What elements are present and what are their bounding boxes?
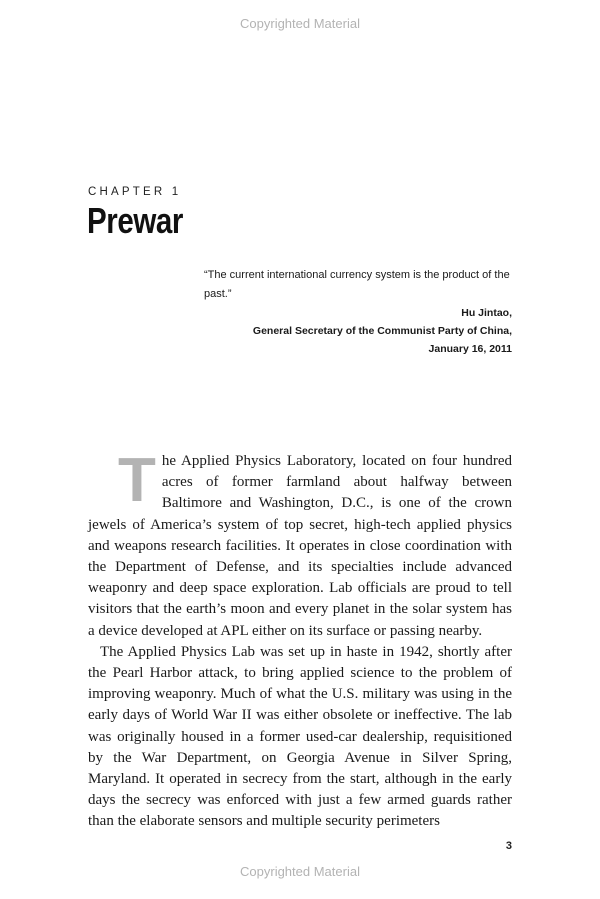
epigraph xyxy=(204,266,512,358)
watermark-top: Copyrighted Material xyxy=(240,16,360,31)
drop-cap: T xyxy=(118,446,156,515)
page-number: 3 xyxy=(505,840,512,852)
paragraph-1 xyxy=(88,446,512,642)
watermark-bottom: Copyrighted Material xyxy=(240,864,360,879)
epigraph-date: January 16, 2011 xyxy=(428,343,512,355)
epigraph-role: General Secretary of the Communist Party of China, xyxy=(252,325,512,337)
chapter-label: CHAPTER 1 xyxy=(88,186,182,198)
epigraph-author: Hu Jintao, xyxy=(461,307,512,319)
chapter-title: Prewar xyxy=(87,200,184,241)
paragraph-1-text: he Applied Physics Laboratory, located on four hundred acres of former farmland about halfway between Baltimore and Washington, D.C., is one of the crown jewels of America’s system of top secret, high-tech applied physics and weapons research facilities. It operates in close coordination with the Department of Defense, and its specialties include advanced weaponry and deep space exploration. Lab officials are proud to tell visitors that the earth’s moon and every planet in the solar system has a device developed at APL either on its surface or passing nearby. xyxy=(88,453,512,639)
body-text xyxy=(88,446,512,833)
paragraph-2: The Applied Physics Lab was set up in haste in 1942, shortly after the Pearl Harbor attack, to bring applied science to the problem of improving weaponry. Much of what the U.S. military was using in the early days of World War II was either obsolete or ineffective. The lab was originally housed in a former used-car dealership, requisitioned by the War Department, on Georgia Avenue in Silver Spring, Maryland. It operated in secrecy from the start, although in the early days the secrecy was enforced with just a few armed guards rather than the elaborate sensors and multiple security perimeters xyxy=(88,643,512,830)
epigraph-quote: “The current international currency system is the product of the past.” xyxy=(204,269,510,300)
